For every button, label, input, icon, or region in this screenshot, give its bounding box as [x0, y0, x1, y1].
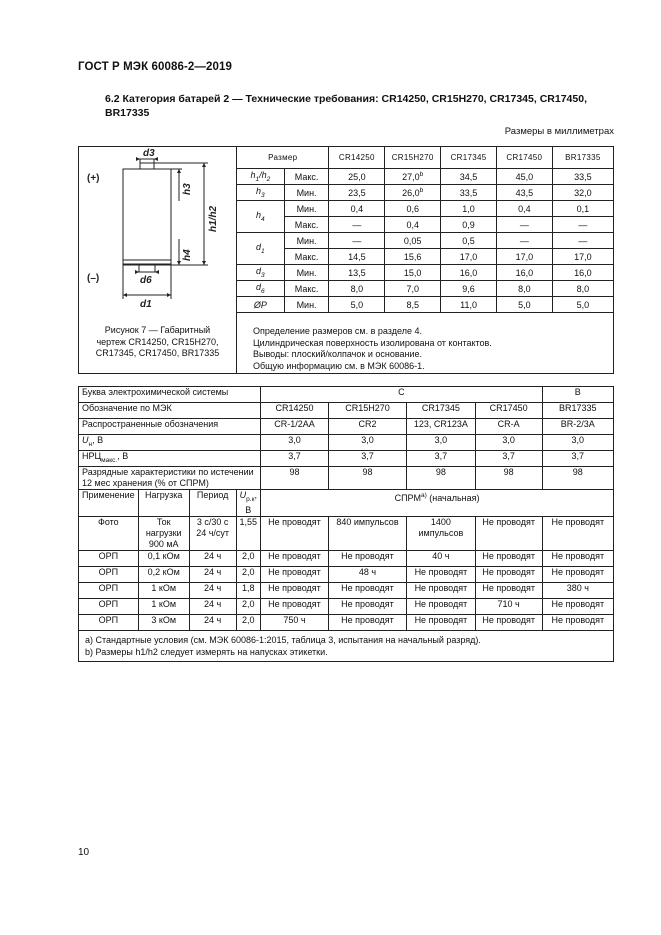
cell-value: 15,6 [385, 249, 441, 265]
table-row [237, 249, 614, 265]
header-model: CR17345 [441, 147, 497, 169]
cell-value: Не проводят [261, 598, 329, 614]
cell-value: Не проводят [475, 550, 542, 566]
cell-value: 14,5 [329, 249, 385, 265]
cell-value: 40 ч [407, 550, 476, 566]
cell-value: 43,5 [496, 185, 552, 201]
cell-value: Не проводят [407, 598, 476, 614]
table-row [237, 201, 614, 217]
cell-value: Не проводят [475, 614, 542, 630]
dimension-table-header [237, 147, 614, 169]
system-letter-b: B [542, 387, 613, 403]
battery-dimension-drawing [79, 147, 236, 322]
header-model: CR14250 [329, 147, 385, 169]
cell-voltage: 2,0 [236, 614, 261, 630]
figure-caption-line: Рисунок 7 — Габаритный [104, 325, 211, 335]
note-line: Выводы: плоский/колпачок и основание. [253, 349, 423, 360]
cell-application: ОРП [79, 550, 139, 566]
cell-value: 9,6 [441, 281, 497, 297]
table-row [79, 566, 614, 582]
page-number: 10 [78, 847, 90, 858]
footnote-b: b) Размеры h1/h2 следует измерять на напусках этикетки. [85, 646, 328, 657]
dim-label-d3: d3 [143, 148, 155, 159]
cell-value: CR17345 [407, 403, 476, 419]
dim-label-h1h2: h1/h2 [208, 205, 219, 232]
cell-value: BR-2/3A [542, 419, 613, 435]
row-limit: Макс. [284, 169, 329, 185]
cell-value: 3,7 [261, 451, 329, 467]
figure-caption-line: CR17345, CR17450, BR17335 [95, 348, 220, 358]
cell-value: 11,0 [441, 297, 497, 313]
cell-value: 3,0 [261, 435, 329, 451]
cell-value: 3,7 [328, 451, 406, 467]
table-row [237, 169, 614, 185]
dimension-frame [78, 146, 614, 374]
cell-value: 5,0 [496, 297, 552, 313]
cell-load: 0,2 кОм [138, 566, 189, 582]
cell-value: 32,0 [552, 185, 613, 201]
cell-value: 7,0 [385, 281, 441, 297]
cell-value: Не проводят [542, 516, 613, 550]
cell-value: 23,5 [329, 185, 385, 201]
cell-value: 33,5 [552, 169, 613, 185]
row-symbol: $h_4$ [237, 201, 285, 233]
table-row [79, 403, 614, 419]
cell-value: 45,0 [496, 169, 552, 185]
row-symbol: $d_1$ [237, 233, 285, 265]
cell-value: Не проводят [261, 582, 329, 598]
table-row [79, 387, 614, 403]
cell-value: 0,4 [329, 201, 385, 217]
column-header-load: Нагрузка [138, 490, 189, 517]
terminal-cap [140, 163, 154, 169]
cell-period: 24 ч [189, 550, 236, 566]
cell-value: 3,0 [328, 435, 406, 451]
cell-value: CR2 [328, 419, 406, 435]
cell-value: — [329, 233, 385, 249]
battery-body [123, 169, 171, 265]
cell-value: 17,0 [441, 249, 497, 265]
cell-load: 1 кОм [138, 582, 189, 598]
figure-caption [79, 325, 236, 360]
table-row [237, 265, 614, 281]
cell-value: Не проводят [407, 582, 476, 598]
cell-value: Не проводят [261, 566, 329, 582]
cell-value: CR14250 [261, 403, 329, 419]
cell-value: Не проводят [542, 614, 613, 630]
note-line: Общую информацию см. в МЭК 60086-1. [253, 360, 425, 371]
cell-value: Не проводят [475, 566, 542, 582]
row-label: Обозначение по МЭК [79, 403, 261, 419]
table-row [79, 550, 614, 566]
cell-value: CR15H270 [328, 403, 406, 419]
table-row [237, 185, 614, 201]
cell-value: 15,0 [385, 265, 441, 281]
footnote-a: a) Стандартные условия (см. МЭК 60086-1:2015, таблица 3, испытания на начальный разряд). [85, 634, 481, 645]
cell-value: BR17335 [542, 403, 613, 419]
row-limit: Мин. [284, 201, 329, 217]
cell-value: 48 ч [328, 566, 406, 582]
cell-value: Не проводят [328, 550, 406, 566]
header-model: BR17335 [552, 147, 613, 169]
cell-value: CR-1/2AA [261, 419, 329, 435]
cell-value: 26,0$^b$ [385, 185, 441, 201]
cell-value: 8,0 [552, 281, 613, 297]
table-row [79, 598, 614, 614]
cell-voltage: 2,0 [236, 566, 261, 582]
cell-application: Фото [79, 516, 139, 550]
row-label: Разрядные характеристики по истечении 12 мес хранения (% от СПРМ) [79, 467, 261, 490]
cell-value: Не проводят [475, 516, 542, 550]
cell-value: Не проводят [261, 550, 329, 566]
note-line: Цилиндрическая поверхность изолирована от контактов. [253, 337, 492, 348]
row-symbol: $d_3$ [237, 265, 285, 281]
specification-table [78, 386, 614, 662]
footnotes [79, 630, 614, 661]
row-label: $U_н$, В [79, 435, 261, 451]
cell-load: Ток нагрузки 900 мА [138, 516, 189, 550]
cell-value: 3,7 [407, 451, 476, 467]
cell-value: 0,4 [496, 201, 552, 217]
cell-value: 3,0 [407, 435, 476, 451]
dim-label-h3: h3 [182, 183, 193, 195]
cell-value: 8,0 [329, 281, 385, 297]
cell-application: ОРП [79, 582, 139, 598]
row-limit: Мин. [284, 233, 329, 249]
dim-label-d1: d1 [140, 299, 152, 310]
cell-value: Не проводят [475, 582, 542, 598]
cell-period: 24 ч [189, 598, 236, 614]
cell-value: Не проводят [542, 598, 613, 614]
cell-value: 840 импульсов [328, 516, 406, 550]
table-row [79, 490, 614, 517]
cell-value: Не проводят [328, 598, 406, 614]
cell-value: 16,0 [441, 265, 497, 281]
table-row [237, 297, 614, 313]
cell-value: 33,5 [441, 185, 497, 201]
cell-value: 1,0 [441, 201, 497, 217]
cell-value: 710 ч [475, 598, 542, 614]
cell-value: Не проводят [542, 566, 613, 582]
cell-voltage: 1,55 [236, 516, 261, 550]
figure-caption-line: чертеж CR14250, CR15H270, [96, 336, 219, 347]
row-symbol: ØP [237, 297, 285, 313]
cell-value: 8,5 [385, 297, 441, 313]
row-limit: Макс. [284, 249, 329, 265]
cell-value: 34,5 [441, 169, 497, 185]
table-row [79, 614, 614, 630]
row-symbol: $h_3$ [237, 185, 285, 201]
cell-value: 3,0 [475, 435, 542, 451]
cell-period: 24 ч [189, 582, 236, 598]
cell-value: 27,0$^b$ [385, 169, 441, 185]
table-row [79, 516, 614, 550]
table-row [79, 451, 614, 467]
battery-drawing [79, 147, 237, 373]
cell-value: CR-A [475, 419, 542, 435]
note-line: Определение размеров см. в разделе 4. [253, 326, 422, 336]
cell-load: 0,1 кОм [138, 550, 189, 566]
cell-value: 17,0 [496, 249, 552, 265]
column-header-voltage: $U_{р.к}$, В [236, 490, 261, 517]
row-limit: Макс. [284, 217, 329, 233]
table-row [79, 419, 614, 435]
cell-load: 1 кОм [138, 598, 189, 614]
table-row [79, 435, 614, 451]
table-row [237, 281, 614, 297]
table-row [237, 233, 614, 249]
cell-value: 0,5 [441, 233, 497, 249]
row-limit: Мин. [284, 297, 329, 313]
cell-value: 17,0 [552, 249, 613, 265]
table-row [79, 467, 614, 490]
row-symbol: $h_1/h_2$ [237, 169, 285, 185]
dim-label-h4: h4 [182, 249, 193, 261]
cell-value: CR17450 [475, 403, 542, 419]
row-label: Буква электрохимической системы [79, 387, 261, 403]
cell-value: Не проводят [407, 566, 476, 582]
cell-value: 98 [261, 467, 329, 490]
header-size: Размер [237, 147, 329, 169]
cell-load: 3 кОм [138, 614, 189, 630]
column-header-period: Период [189, 490, 236, 517]
row-limit: Макс. [284, 281, 329, 297]
negative-terminal-label: (–) [87, 273, 100, 284]
cell-application: ОРП [79, 614, 139, 630]
cell-value: 8,0 [496, 281, 552, 297]
row-symbol: $d_6$ [237, 281, 285, 297]
cell-value: 25,0 [329, 169, 385, 185]
cell-value: 0,6 [385, 201, 441, 217]
column-header-application: Применение [79, 490, 139, 517]
header-model: CR15H270 [385, 147, 441, 169]
cell-value: 5,0 [329, 297, 385, 313]
units-note: Размеры в миллиметрах [504, 126, 614, 137]
cell-value: Не проводят [328, 582, 406, 598]
document-header: ГОСТ Р МЭК 60086-2—2019 [78, 61, 232, 73]
positive-terminal-label: (+) [87, 173, 100, 184]
cell-value: 0,9 [441, 217, 497, 233]
row-label: Распространенные обозначения [79, 419, 261, 435]
cell-value: 123, CR123A [407, 419, 476, 435]
cell-value: 1400 импульсов [407, 516, 476, 550]
cell-value: 5,0 [552, 297, 613, 313]
cell-value: Не проводят [328, 614, 406, 630]
cell-application: ОРП [79, 598, 139, 614]
cell-value: — [329, 217, 385, 233]
header-model: CR17450 [496, 147, 552, 169]
row-limit: Мин. [284, 265, 329, 281]
cell-value: 98 [542, 467, 613, 490]
cell-value: 3,7 [475, 451, 542, 467]
cell-value: 0,4 [385, 217, 441, 233]
system-letter-c: C [261, 387, 543, 403]
cell-value: Не проводят [542, 550, 613, 566]
row-label: $НРЦ_{макс.}$, В [79, 451, 261, 467]
section-title: 6.2 Категория батарей 2 — Технические требования: CR14250, CR15H270, CR17345, CR17450, BR17335 [105, 93, 587, 119]
cell-value: — [496, 233, 552, 249]
dim-label-d6: d6 [140, 275, 152, 286]
cell-value: 750 ч [261, 614, 329, 630]
cell-voltage: 2,0 [236, 598, 261, 614]
cell-voltage: 2,0 [236, 550, 261, 566]
table-row [79, 582, 614, 598]
cell-value: 16,0 [496, 265, 552, 281]
cell-value: 98 [475, 467, 542, 490]
dimension-notes [236, 321, 614, 372]
column-header-spsm: $СПРМ^{а)}$ (начальная) [261, 490, 614, 517]
cell-value: 98 [407, 467, 476, 490]
cell-value: 16,0 [552, 265, 613, 281]
cell-period: 24 ч [189, 566, 236, 582]
cell-period: 24 ч [189, 614, 236, 630]
cell-value: 3,0 [542, 435, 613, 451]
cell-value: — [552, 233, 613, 249]
dimension-table [236, 147, 613, 313]
cell-value: Не проводят [261, 516, 329, 550]
row-limit: Мин. [284, 185, 329, 201]
cell-value: 98 [328, 467, 406, 490]
cell-value: 3,7 [542, 451, 613, 467]
cell-voltage: 1,8 [236, 582, 261, 598]
cell-application: ОРП [79, 566, 139, 582]
cell-value: — [552, 217, 613, 233]
table-row [237, 217, 614, 233]
cell-value: 13,5 [329, 265, 385, 281]
cell-value: — [496, 217, 552, 233]
table-row [79, 630, 614, 661]
cell-value: 0,05 [385, 233, 441, 249]
cell-period: 3 с/30 с 24 ч/сут [189, 516, 236, 550]
cell-value: 380 ч [542, 582, 613, 598]
cell-value: Не проводят [407, 614, 476, 630]
cell-value: 0,1 [552, 201, 613, 217]
